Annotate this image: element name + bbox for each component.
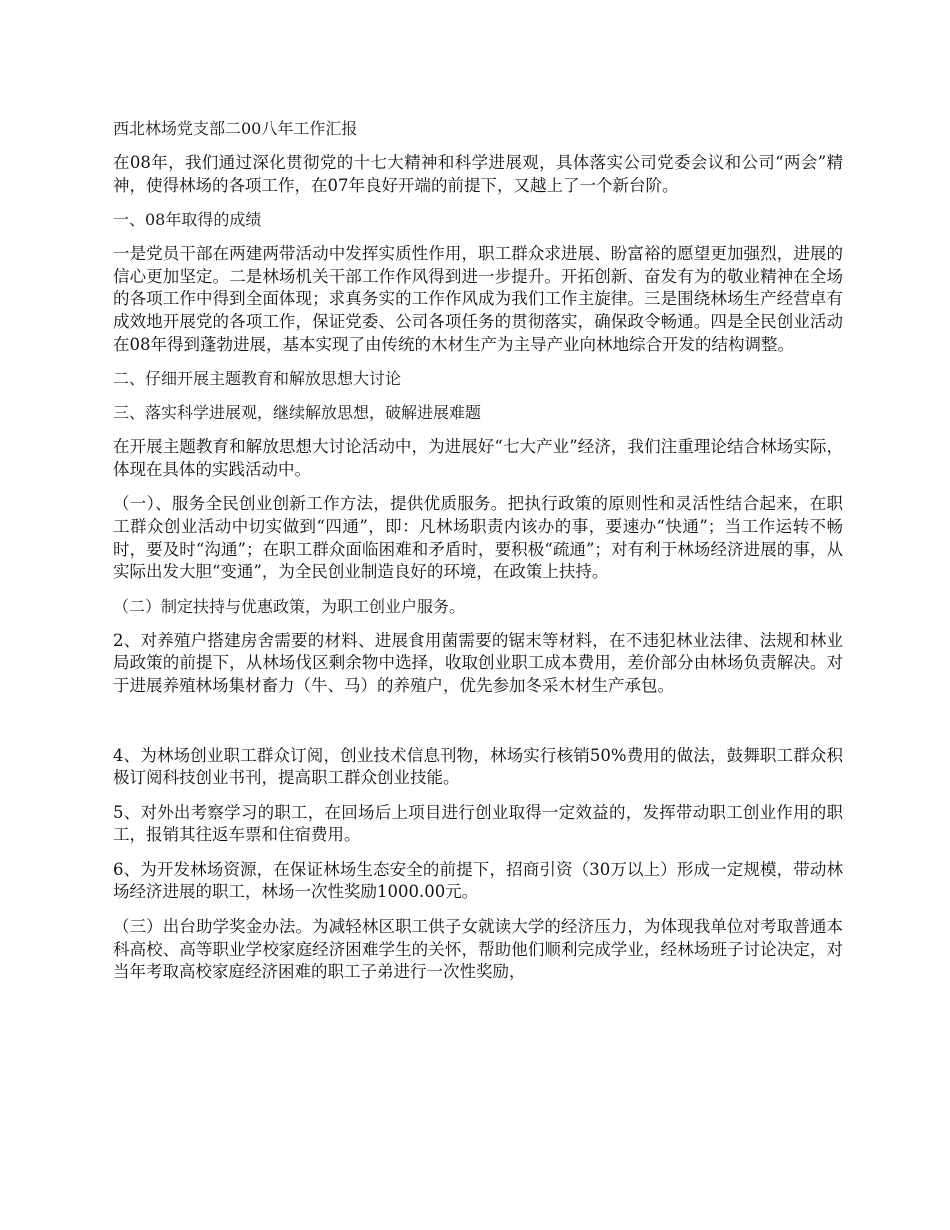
section1-heading: 一、08年取得的成绩: [113, 210, 262, 230]
document-page: [113, 118, 843, 996]
sub3-paragraph: （三）出台助学奖金办法。为减轻林区职工供子女就读大学的经济压力，为体现我单位对考取普通本科高校、高等职业学校家庭经济困难学生的关怀，帮助他们顺利完成学业，经林场班子讨论决定，对当年考取高校家庭经济困难的职工子弟进行一次性奖励，: [113, 917, 843, 982]
item5-paragraph: 5、对外出考察学习的职工，在回场后上项目进行创业取得一定效益的，发挥带动职工创业作用的职工，报销其往返车票和住宿费用。: [113, 802, 843, 845]
blank-gap: [113, 710, 843, 745]
section3-paragraph: 在开展主题教育和解放思想大讨论活动中，为进展好“七大产业”经济，我们注重理论结合林场实际，体现在具体的实践活动中。: [113, 437, 843, 479]
item4-paragraph: 4、为林场创业职工群众订阅，创业技术信息刊物，林场实行核销50%费用的做法，鼓舞职工群众积极订阅科技创业书刊，提高职工群众创业技能。: [113, 745, 843, 788]
item2-paragraph: 2、对养殖户搭建房舍需要的材料、进展食用菌需要的锯末等材料，在不违犯林业法律、法规和林业局政策的前提下，从林场伐区剩余物中选择，收取创业职工成本费用，差价部分由林场负责解决。对于进展养殖林场集材畜力（牛、马）的养殖户，优先参加冬采木材生产承包。: [113, 630, 843, 695]
sub2-heading: （二）制定扶持与优惠政策，为职工创业户服务。: [113, 596, 466, 616]
item6-paragraph: 6、为开发林场资源，在保证林场生态安全的前提下，招商引资（30万以上）形成一定规模，带动林场经济进展的职工，林场一次性奖励1000.00元。: [113, 859, 843, 902]
section1-paragraph: 一是党员干部在两建两带活动中发挥实质性作用，职工群众求进展、盼富裕的愿望更加强烈，进展的信心更加坚定。二是林场机关干部工作作风得到进一步提升。开拓创新、奋发有为的敬业精神在全场的各项工作中得到全面体现；求真务实的工作作风成为我们工作主旋律。三是围绕林场生产经营卓有成效地开展党的各项工作，保证党委、公司各项任务的贯彻落实，确保政令畅通。四是全民创业活动在08年得到蓬勃进展，基本实现了由传统的木材生产为主导产业向林地综合开发的结构调整。: [113, 244, 843, 354]
section3-heading: 三、落实科学进展观，继续解放思想，破解进展难题: [113, 403, 482, 423]
section2-heading: 二、仔细开展主题教育和解放思想大讨论: [113, 369, 402, 389]
document-title: 西北林场党支部二00八年工作汇报: [113, 119, 358, 138]
sub1-paragraph: （一）、服务全民创业创新工作方法，提供优质服务。把执行政策的原则性和灵活性结合起来，在职工群众创业活动中切实做到“四通”，即：凡林场职责内该办的事，要速办“快通”；当工作运转不畅时，要及时“沟通”；在职工群众面临困难和矛盾时，要积极“疏通”；对有利于林场经济进展的事，从实际出发大胆“变通”，为全民创业制造良好的环境，在政策上扶持。: [113, 494, 843, 582]
intro-paragraph: 在08年，我们通过深化贯彻党的十七大精神和科学进展观，具体落实公司党委会议和公司“两会”精神，使得林场的各项工作，在07年良好开端的前提下，又越上了一个新台阶。: [113, 153, 843, 195]
